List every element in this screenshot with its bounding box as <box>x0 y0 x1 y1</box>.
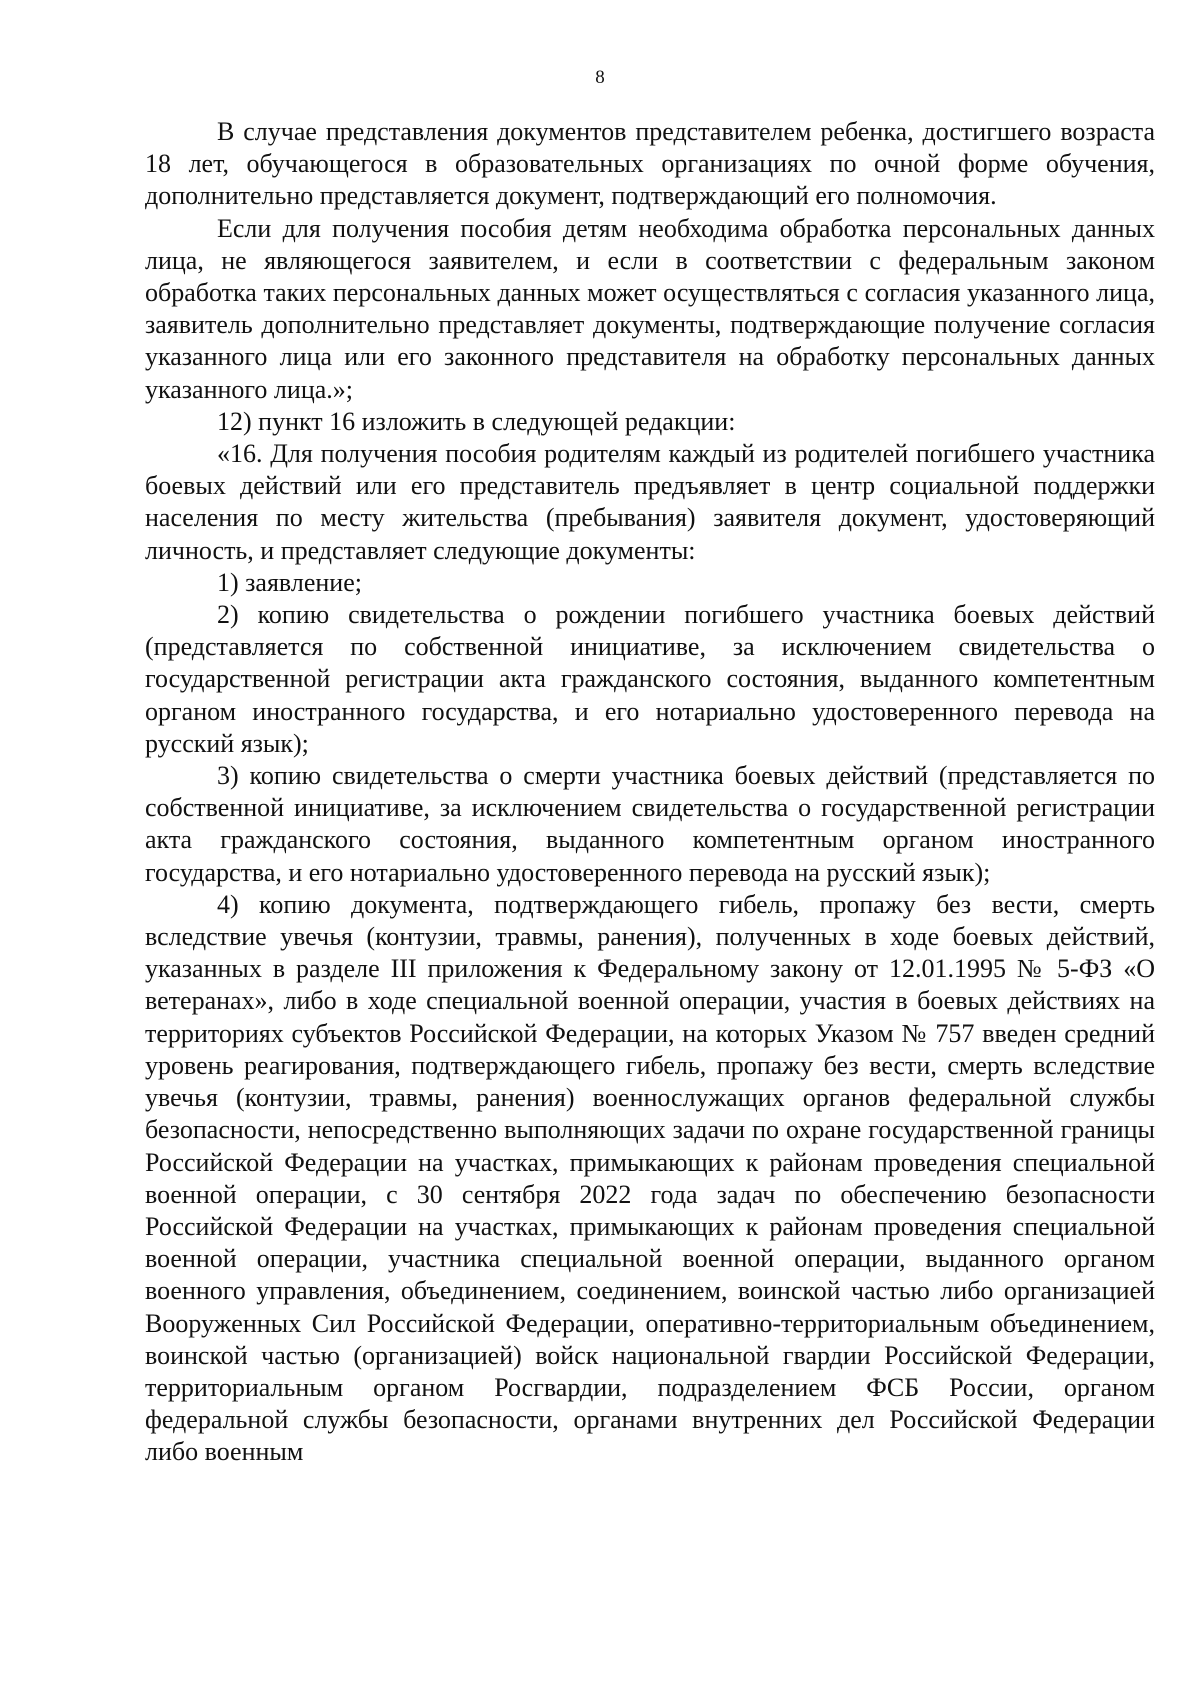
list-item-4: 4) копию документа, подтверждающего гибель, пропажу без вести, смерть вследствие увечья (контузии, травмы, ранения), полученных в ходе боевых действий, указанных в разделе III приложения к Федеральному закону от 12.01.1995 № 5-ФЗ «О ветеранах», либо в ходе специальной военной операции, участия в боевых действиях на территориях субъектов Российской Федерации, на которых Указом № 757 введен средний уровень реагирования, подтверждающего гибель, пропажу без вести, смерть вследствие увечья (контузии, травмы, ранения) военнослужащих органов федеральной службы безопасности, непосредственно выполняющих задачи по охране государственной границы Российской Федерации на участках, примыкающих к районам проведения специальной военной операции, с 30 сентября 2022 года задач по обеспечению безопасности Российской Федерации на участках, примыкающих к районам проведения специальной военной операции, участника специальной военной операции, выданного органом военного управления, объединением, соединением, воинской частью либо организацией Вооруженных Сил Российской Федерации, оперативно-территориальным объединением, воинской частью (организацией) войск национальной гвардии Российской Федерации, территориальным органом Росгвардии, подразделением ФСБ России, органом федеральной службы безопасности, органами внутренних дел Российской Федерации либо военным <box>145 889 1155 1467</box>
list-item-3: 3) копию свидетельства о смерти участника боевых действий (представляется по собственной инициативе, за исключением свидетельства о государственной регистрации акта гражданского состояния, выданного компетентным органом иностранного государства, и его нотариально удостоверенного перевода на русский язык); <box>145 761 1155 887</box>
list-item-2: 2) копию свидетельства о рождении погибшего участника боевых действий (представляется по собственной инициативе, за исключением свидетельства о государственной регистрации акта гражданского состояния, выданного компетентным органом иностранного государства, и его нотариально удостоверенного перевода на русский язык); <box>145 600 1155 758</box>
list-item-1: 1) заявление; <box>217 567 362 597</box>
document-body <box>145 116 1155 1469</box>
paragraph-representative-documents: В случае представления документов представителем ребенка, достигшего возраста 18 лет, обучающегося в образовательных организациях по очной форме обучения, дополнительно представляется документ, подтверждающий его полномочия. <box>145 117 1155 211</box>
page-number: 8 <box>595 67 605 88</box>
paragraph-item-12: 12) пункт 16 изложить в следующей редакции: <box>217 406 736 436</box>
paragraph-personal-data-consent: Если для получения пособия детям необходима обработка персональных данных лица, не являющегося заявителем, и если в соответствии с федеральным законом обработка таких персональных данных может осуществляться с согласия указанного лица, заявитель дополнительно представляет документы, подтверждающие получение согласия указанного лица или его законного представителя на обработку персональных данных указанного лица.»; <box>145 213 1155 404</box>
paragraph-item-16: «16. Для получения пособия родителям каждый из родителей погибшего участника боевых действий или его представитель предъявляет в центр социальной поддержки населения по месту жительства (пребывания) заявителя документ, удостоверяющий личность, и представляет следующие документы: <box>145 439 1155 565</box>
